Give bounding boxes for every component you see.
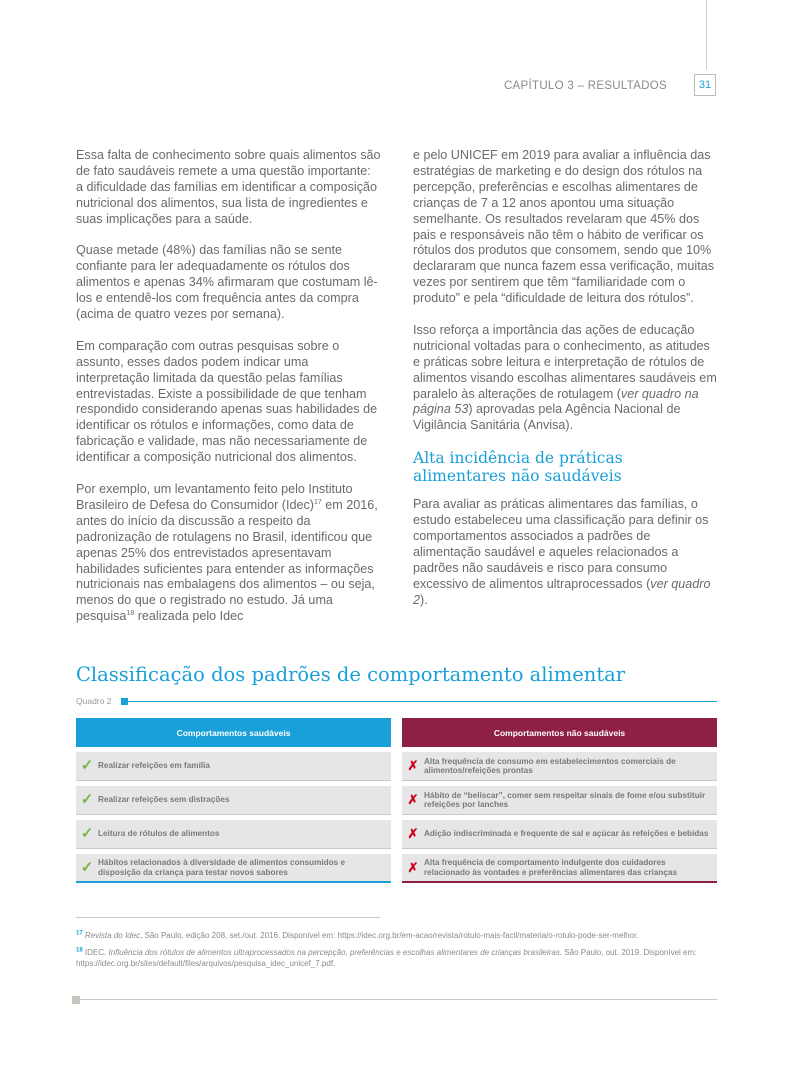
healthy-row — [76, 820, 391, 849]
footnote-text: São Paulo, out. 2019. Disponível em: https://idec.org.br/sites/default/files/arquivos/pesquisa_idec_unicef_7.pdf. — [76, 948, 697, 968]
text: Isso reforça a importância das ações de educação nutricional voltadas para o conhecimento, as atitudes e práticas sobre leitura e interpretação de rótulos de alimentos visando escolhas alimentares saudáveis em paralelo às alterações de rotulagem ( — [413, 322, 717, 401]
cross-reference: ver quadro 2 — [413, 576, 711, 607]
healthy-row — [76, 786, 391, 815]
footnote-text: IDEC. — [84, 948, 109, 957]
text: Por exemplo, um levantamento feito pelo Instituto Brasileiro de Defesa do Consumidor (Idec) — [76, 481, 353, 512]
unhealthy-item: Hábito de “beliscar”, comer sem respeitar sinais de fome e/ou substituir refeições por lanches — [424, 790, 706, 809]
healthy-header: Comportamentos saudáveis — [76, 718, 391, 747]
check-icon: ✓ — [80, 791, 94, 809]
cross-reference: ver quadro na página 53 — [413, 386, 699, 417]
text: ) aprovadas pela Agência Nacional de Vigilância Sanitária (Anvisa). — [413, 402, 681, 433]
footnote-17 — [76, 931, 718, 942]
footer-rule — [80, 999, 717, 1000]
footnote-18 — [76, 948, 718, 969]
healthy-item: Hábitos relacionados à diversidade de alimentos consumidos e disposição da criança para testar novos sabores — [98, 858, 346, 877]
text: Para avaliar as práticas alimentares das famílias, o estudo estabeleceu uma classificação para definir os comportamentos associados a padrões de alimentação saudável e aqueles relacionados a padrões não saudáveis e risco para consumo excessivo de alimentos ultraprocessados ( — [413, 497, 709, 591]
cross-icon: ✗ — [407, 826, 419, 842]
page-number: 31 — [694, 74, 716, 96]
chapter-title: CAPÍTULO 3 – RESULTADOS — [503, 80, 667, 92]
quadro-rule — [128, 701, 717, 702]
unhealthy-row — [402, 752, 717, 781]
healthy-row — [76, 752, 391, 781]
footnote-number: 18 — [76, 947, 83, 954]
text: em 2016, antes do início da discussão a respeito da padronização de rotulagens no Brasil, identificou que apenas 25% dos entrevistados apresentavam habilidades suficientes para entender as informações nutricionais nas embalagens dos alimentos – ou seja, menos do que o registrado no estudo. Já uma pesquisa — [76, 497, 378, 624]
cross-icon: ✗ — [407, 859, 419, 875]
unhealthy-item: Adição indiscriminada e frequente de sal e açúcar às refeições e bebidas — [424, 829, 709, 839]
footnote-source: Revista do Idec — [84, 931, 141, 940]
healthy-item: Realizar refeições sem distrações — [98, 795, 230, 805]
unhealthy-header: Comportamentos não saudáveis — [402, 718, 717, 747]
check-icon: ✓ — [80, 858, 94, 876]
quadro-title: Classificação dos padrões de comportamento alimentar — [76, 663, 626, 686]
header-rule — [706, 0, 707, 70]
footnote-rule — [76, 917, 380, 918]
left-column — [76, 148, 381, 641]
unhealthy-item: Alta frequência de consumo em estabelecimentos comerciais de alimentos/refeições prontas — [424, 756, 676, 775]
footnote-source: Influência dos rótulos de alimentos ultraprocessados na percepção, preferências e escolhas alimentares de crianças brasileiras. — [108, 948, 563, 957]
text: realizada pelo Idec — [134, 609, 244, 624]
unhealthy-behaviors-table — [402, 718, 717, 883]
paragraph: Em comparação com outras pesquisas sobre o assunto, esses dados podem indicar uma interpretação limitada da questão pelas famílias entrevistadas. Existe a possibilidade de que tenham respondido considerando apenas suas habilidades de identificar os rótulos e informações, como data de fabricação e validade, mas não necessariamente de identificar a composição nutricional dos alimentos. — [76, 338, 378, 465]
unhealthy-row — [402, 820, 717, 849]
footnote-number: 17 — [76, 930, 83, 937]
footnote-ref[interactable]: 18 — [126, 610, 135, 618]
right-column — [413, 148, 718, 624]
paragraph: Quase metade (48%) das famílias não se sente confiante para ler adequadamente os rótulos dos alimentos e apenas 34% afirmaram que costumam lê-los e entendê-los com frequência antes da compra (acima de quatro vezes por semana). — [76, 243, 378, 322]
check-icon: ✓ — [80, 757, 94, 775]
unhealthy-item: Alta frequência de comportamento indulgente dos cuidadores relacionado às vontades e preferências alimentares das crianças — [424, 858, 678, 877]
paragraph — [413, 497, 718, 608]
healthy-item: Realizar refeições em família — [98, 761, 210, 771]
footnote-ref[interactable]: 17 — [314, 498, 322, 506]
cross-icon: ✗ — [407, 758, 419, 774]
quadro-label: Quadro 2 — [76, 696, 112, 706]
unhealthy-row — [402, 854, 717, 883]
cross-icon: ✗ — [407, 792, 419, 808]
check-icon: ✓ — [80, 825, 94, 843]
footer-marker — [72, 996, 80, 1004]
healthy-row — [76, 854, 391, 883]
healthy-behaviors-table — [76, 718, 391, 883]
paragraph — [413, 323, 718, 434]
quadro-marker — [121, 698, 128, 705]
footnote-text: , São Paulo, edição 208, set./out. 2016. Disponível em: https://idec.org.br/em-acao/revista/rotulo-mais-facil/materia/o-rotulo-pode-ser-melhor. — [140, 931, 639, 940]
unhealthy-row — [402, 786, 717, 815]
healthy-item: Leitura de rótulos de alimentos — [98, 829, 220, 839]
paragraph: Essa falta de conhecimento sobre quais alimentos são de fato saudáveis remete a uma questão importante: a dificuldade das famílias em identificar a composição nutricional dos alimentos, sua lista de ingredientes e suas implicações para a saúde. — [76, 148, 381, 226]
paragraph: e pelo UNICEF em 2019 para avaliar a influência das estratégias de marketing e do design dos rótulos na percepção, preferências e escolhas alimentares de crianças de 7 a 12 anos apontou uma situação semelhante. Os resultados revelaram que 45% dos pais e responsáveis não têm o hábito de verificar os rótulos dos produtos que consomem, sendo que 10% declararam que nunca fazem essa verificação, muitas vezes por sentirem que têm “familiaridade com o produto” e pela “dificuldade de leitura dos rótulos”. — [413, 148, 714, 306]
text: ). — [420, 592, 428, 607]
paragraph — [76, 482, 381, 625]
section-heading: Alta incidência de práticas alimentares não saudáveis — [413, 449, 623, 485]
